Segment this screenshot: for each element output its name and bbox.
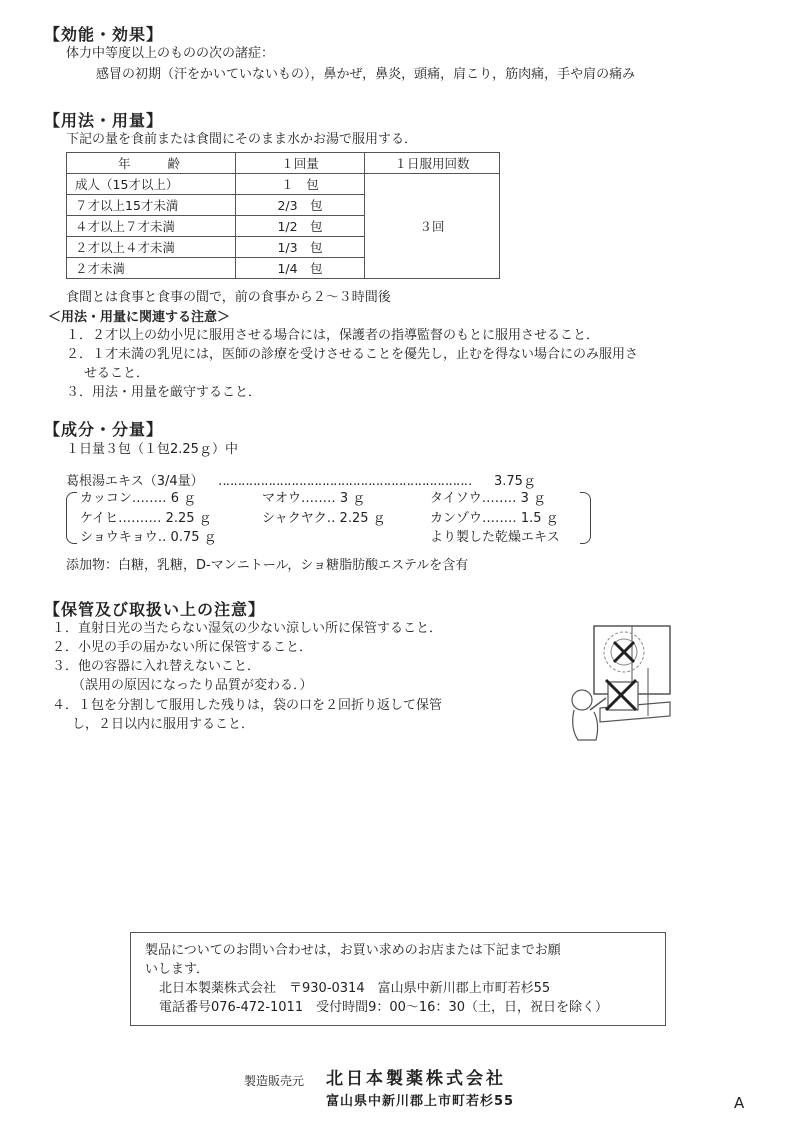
contact-line-1: 製品についてのお問い合わせは，お買い求めのお店または下記までお願 <box>145 943 561 958</box>
usage-intro: 下記の量を食前または食間にそのまま水かお湯で服用する． <box>66 132 418 147</box>
table-cell-age: ２才未満 <box>67 258 236 279</box>
efficacy-line-2: 感冒の初期（汗をかいていないもの），鼻かぜ，鼻炎，頭痛，肩こり，筋肉痛，手や肩の痛み <box>96 67 636 82</box>
storage-item-2: ２．小児の手の届かない所に保管すること． <box>52 640 313 655</box>
contact-line-4: 電話番号076-472-1011 受付時間9：00～16：30（土，日，祝日を除く） <box>159 1000 608 1015</box>
table-cell-age: ２才以上４才未満 <box>67 237 236 258</box>
efficacy-line-1: 体力中等度以上のものの次の諸症： <box>66 46 275 61</box>
contact-box <box>130 932 666 1026</box>
table-cell-dose: 1/3 包 <box>236 237 365 258</box>
storage-warning-illustration <box>560 620 680 745</box>
table-header-times: １日服用回数 <box>365 153 500 174</box>
maker-address: 富山県中新川郡上市町若杉55 <box>326 1094 515 1109</box>
extract-amount: 3.75ｇ <box>494 474 536 489</box>
extract-leader-dots: ‥‥‥‥‥‥‥‥‥‥‥‥‥‥‥‥‥‥‥‥‥‥‥‥‥‥‥‥‥‥‥‥‥ <box>218 474 472 489</box>
table-cell-age: 成人（15才以上） <box>67 174 236 195</box>
table-cell-age: ４才以上７才未満 <box>67 216 236 237</box>
usage-caution-2: ２．１才未満の乳児には，医師の診療を受けさせることを優先し，止むを得ない場合にのみ服用さ <box>66 347 639 362</box>
table-header-dose: １回量 <box>236 153 365 174</box>
herb-keihi: ケイヒ‥‥‥‥‥ 2.25 ｇ <box>80 511 212 526</box>
table-header-age: 年 齢 <box>67 153 236 174</box>
extract-note: より製した乾燥エキス <box>430 530 560 545</box>
maker-label: 製造販売元 <box>244 1074 305 1088</box>
usage-caution-1: １．２才以上の幼小児に服用させる場合には，保護者の指導監督のもとに服用させること． <box>66 328 600 343</box>
table-cell-dose: 1/2 包 <box>236 216 365 237</box>
storage-item-3: ３．他の容器に入れ替えないこと． <box>52 659 261 674</box>
page-mark: A <box>734 1094 745 1112</box>
usage-note: 食間とは食事と食事の間で，前の食事から２～３時間後 <box>66 290 391 305</box>
herb-shoukyou: ショウキョウ‥ 0.75 ｇ <box>80 530 217 545</box>
ingredients-heading: 【成分・分量】 <box>44 420 164 439</box>
storage-item-3-note: （誤用の原因になったり品質が変わる．） <box>72 678 313 693</box>
table-row <box>67 174 500 195</box>
usage-caution-3: ３．用法・用量を厳守すること． <box>66 385 262 400</box>
table-header-row <box>67 153 500 174</box>
table-cell-times: ３回 <box>365 174 500 279</box>
additives: 添加物：白糖，乳糖，D-マンニトール，ショ糖脂肪酸エステルを含有 <box>66 558 469 573</box>
efficacy-heading: 【効能・効果】 <box>44 25 164 44</box>
herb-shakuyaku: シャクヤク‥ 2.25 ｇ <box>262 511 386 526</box>
contact-line-2: いします． <box>145 962 209 977</box>
table-cell-dose: 2/3 包 <box>236 195 365 216</box>
usage-cautions-heading: ＜用法・用量に関連する注意＞ <box>48 310 231 325</box>
herb-maou: マオウ‥‥‥‥ 3 ｇ <box>262 491 366 506</box>
herb-kakkon: カッコン‥‥‥‥ 6 ｇ <box>80 491 197 506</box>
table-cell-dose: 1/4 包 <box>236 258 365 279</box>
storage-heading: 【保管及び取扱い上の注意】 <box>44 600 266 619</box>
table-cell-dose: １ 包 <box>236 174 365 195</box>
herb-taisou: タイソウ‥‥‥‥ 3 ｇ <box>430 491 546 506</box>
herb-kanzou: カンゾウ‥‥‥‥ 1.5 ｇ <box>430 511 559 526</box>
extract-name: 葛根湯エキス（3/4量） <box>66 474 204 489</box>
usage-caution-2-cont: せること． <box>84 366 150 381</box>
maker-name: 北日本製薬株式会社 <box>326 1069 506 1089</box>
ingredients-daily: １日量３包（１包2.25ｇ）中 <box>66 442 238 457</box>
storage-item-4-cont: し，２日以内に服用すること． <box>72 717 255 732</box>
storage-item-4: ４．１包を分割して服用した残りは，袋の口を２回折り返して保管 <box>52 698 443 713</box>
right-brace <box>580 492 591 544</box>
dosage-table <box>66 152 500 279</box>
usage-heading: 【用法・用量】 <box>44 111 164 130</box>
table-cell-age: ７才以上15才未満 <box>67 195 236 216</box>
left-brace <box>66 492 77 544</box>
storage-item-1: １．直射日光の当たらない湿気の少ない涼しい所に保管すること． <box>52 621 443 636</box>
contact-line-3: 北日本製薬株式会社 〒930-0314 富山県中新川郡上市町若杉55 <box>159 981 551 996</box>
